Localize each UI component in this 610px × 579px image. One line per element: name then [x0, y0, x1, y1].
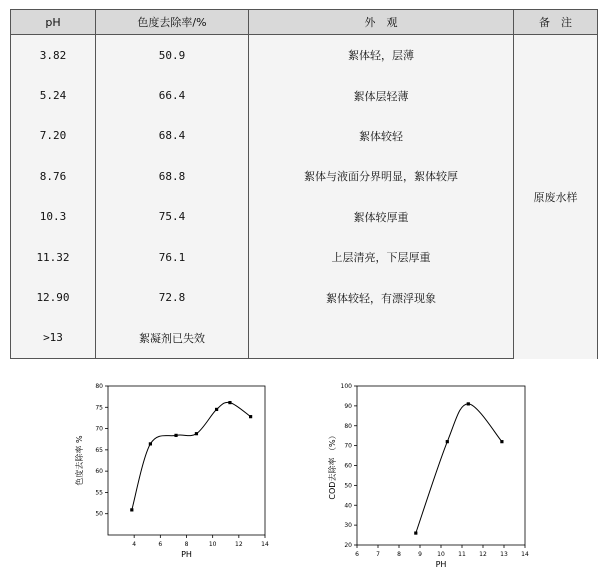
table-row	[11, 197, 598, 237]
cell-ph: 5.24	[11, 75, 96, 115]
cell-rate: 72.8	[96, 277, 249, 317]
y-tick-label: 30	[344, 522, 352, 530]
y-tick-label: 65	[95, 446, 103, 454]
cell-rate: 75.4	[96, 197, 249, 237]
cell-appearance	[249, 318, 514, 359]
table-row	[11, 237, 598, 277]
y-tick-label: 70	[95, 425, 103, 433]
data-point	[195, 432, 198, 435]
header-remark: 备 注	[514, 10, 598, 35]
x-tick-label: 7	[376, 551, 380, 558]
cell-ph: 12.90	[11, 277, 96, 317]
y-tick-label: 40	[344, 502, 352, 510]
cell-appearance: 絮体较厚重	[249, 197, 514, 237]
x-tick-label: 8	[397, 551, 401, 558]
cell-rate: 50.9	[96, 35, 249, 76]
x-axis-label: PH	[435, 560, 447, 569]
data-point	[414, 531, 417, 534]
cell-rate: 絮凝剂已失效	[96, 318, 249, 359]
y-tick-label: 70	[344, 442, 352, 450]
table-row	[11, 75, 598, 115]
x-tick-label: 13	[500, 551, 508, 558]
cell-ph: 10.3	[11, 197, 96, 237]
cell-rate: 68.8	[96, 156, 249, 196]
table-row	[11, 277, 598, 317]
data-point	[174, 434, 177, 437]
x-tick-label: 10	[208, 541, 217, 548]
cell-appearance: 絮体较轻，有漂浮现象	[249, 277, 514, 317]
data-point	[228, 401, 231, 404]
y-tick-label: 75	[95, 404, 103, 412]
cell-appearance: 絮体较轻	[249, 116, 514, 156]
x-tick-label: 8	[184, 541, 189, 548]
y-tick-label: 100	[340, 383, 352, 390]
header-removal-rate: 色度去除率/%	[96, 10, 249, 35]
y-tick-label: 80	[95, 383, 103, 390]
cell-ph: 7.20	[11, 116, 96, 156]
x-tick-label: 6	[158, 541, 163, 548]
cell-remark: 原废水样	[514, 35, 598, 359]
header-appearance: 外 观	[249, 10, 514, 35]
data-point	[500, 440, 503, 443]
data-point	[149, 442, 152, 445]
table-row	[11, 35, 598, 76]
cod-removal-chart	[325, 378, 555, 578]
data-point	[446, 440, 449, 443]
header-ph: pH	[11, 10, 96, 35]
results-table	[10, 9, 598, 359]
x-tick-label: 12	[479, 551, 487, 558]
table-row	[11, 116, 598, 156]
series-line	[132, 402, 251, 510]
cell-ph: 11.32	[11, 237, 96, 277]
color-removal-chart	[70, 378, 270, 578]
y-tick-label: 55	[95, 489, 103, 497]
y-axis-label: COD去除率 （%）	[328, 431, 337, 500]
y-tick-label: 90	[344, 402, 352, 410]
y-tick-label: 60	[344, 462, 352, 470]
plot-frame	[357, 386, 525, 545]
y-tick-label: 50	[344, 482, 352, 490]
table-header-row	[11, 10, 598, 35]
x-tick-label: 12	[235, 541, 243, 548]
data-point	[467, 402, 470, 405]
cell-appearance: 絮体与液面分界明显，絮体较厚	[249, 156, 514, 196]
x-tick-label: 9	[418, 551, 422, 558]
x-tick-label: 4	[132, 541, 137, 548]
cell-appearance: 上层清亮，下层厚重	[249, 237, 514, 277]
cell-rate: 66.4	[96, 75, 249, 115]
cell-rate: 68.4	[96, 116, 249, 156]
cell-ph: >13	[11, 318, 96, 359]
y-tick-label: 80	[344, 422, 352, 430]
cell-ph: 8.76	[11, 156, 96, 196]
x-tick-label: 11	[458, 551, 466, 558]
data-point	[130, 508, 133, 511]
x-axis-label: PH	[181, 550, 192, 559]
cell-appearance: 絮体层轻薄	[249, 75, 514, 115]
y-tick-label: 20	[344, 542, 352, 549]
x-tick-label: 14	[521, 551, 529, 558]
cell-appearance: 絮体轻，层薄	[249, 35, 514, 76]
cell-ph: 3.82	[11, 35, 96, 76]
data-point	[215, 408, 218, 411]
x-tick-label: 6	[355, 551, 359, 558]
table-row	[11, 318, 598, 359]
cell-rate: 76.1	[96, 237, 249, 277]
plot-frame	[108, 386, 265, 535]
x-tick-label: 14	[261, 541, 269, 548]
y-tick-label: 50	[95, 510, 103, 518]
data-point	[249, 415, 252, 418]
y-tick-label: 60	[95, 468, 103, 476]
y-axis-label: 色度去除率 %	[75, 435, 84, 486]
series-line	[416, 404, 502, 533]
table-row	[11, 156, 598, 196]
x-tick-label: 10	[437, 551, 445, 558]
